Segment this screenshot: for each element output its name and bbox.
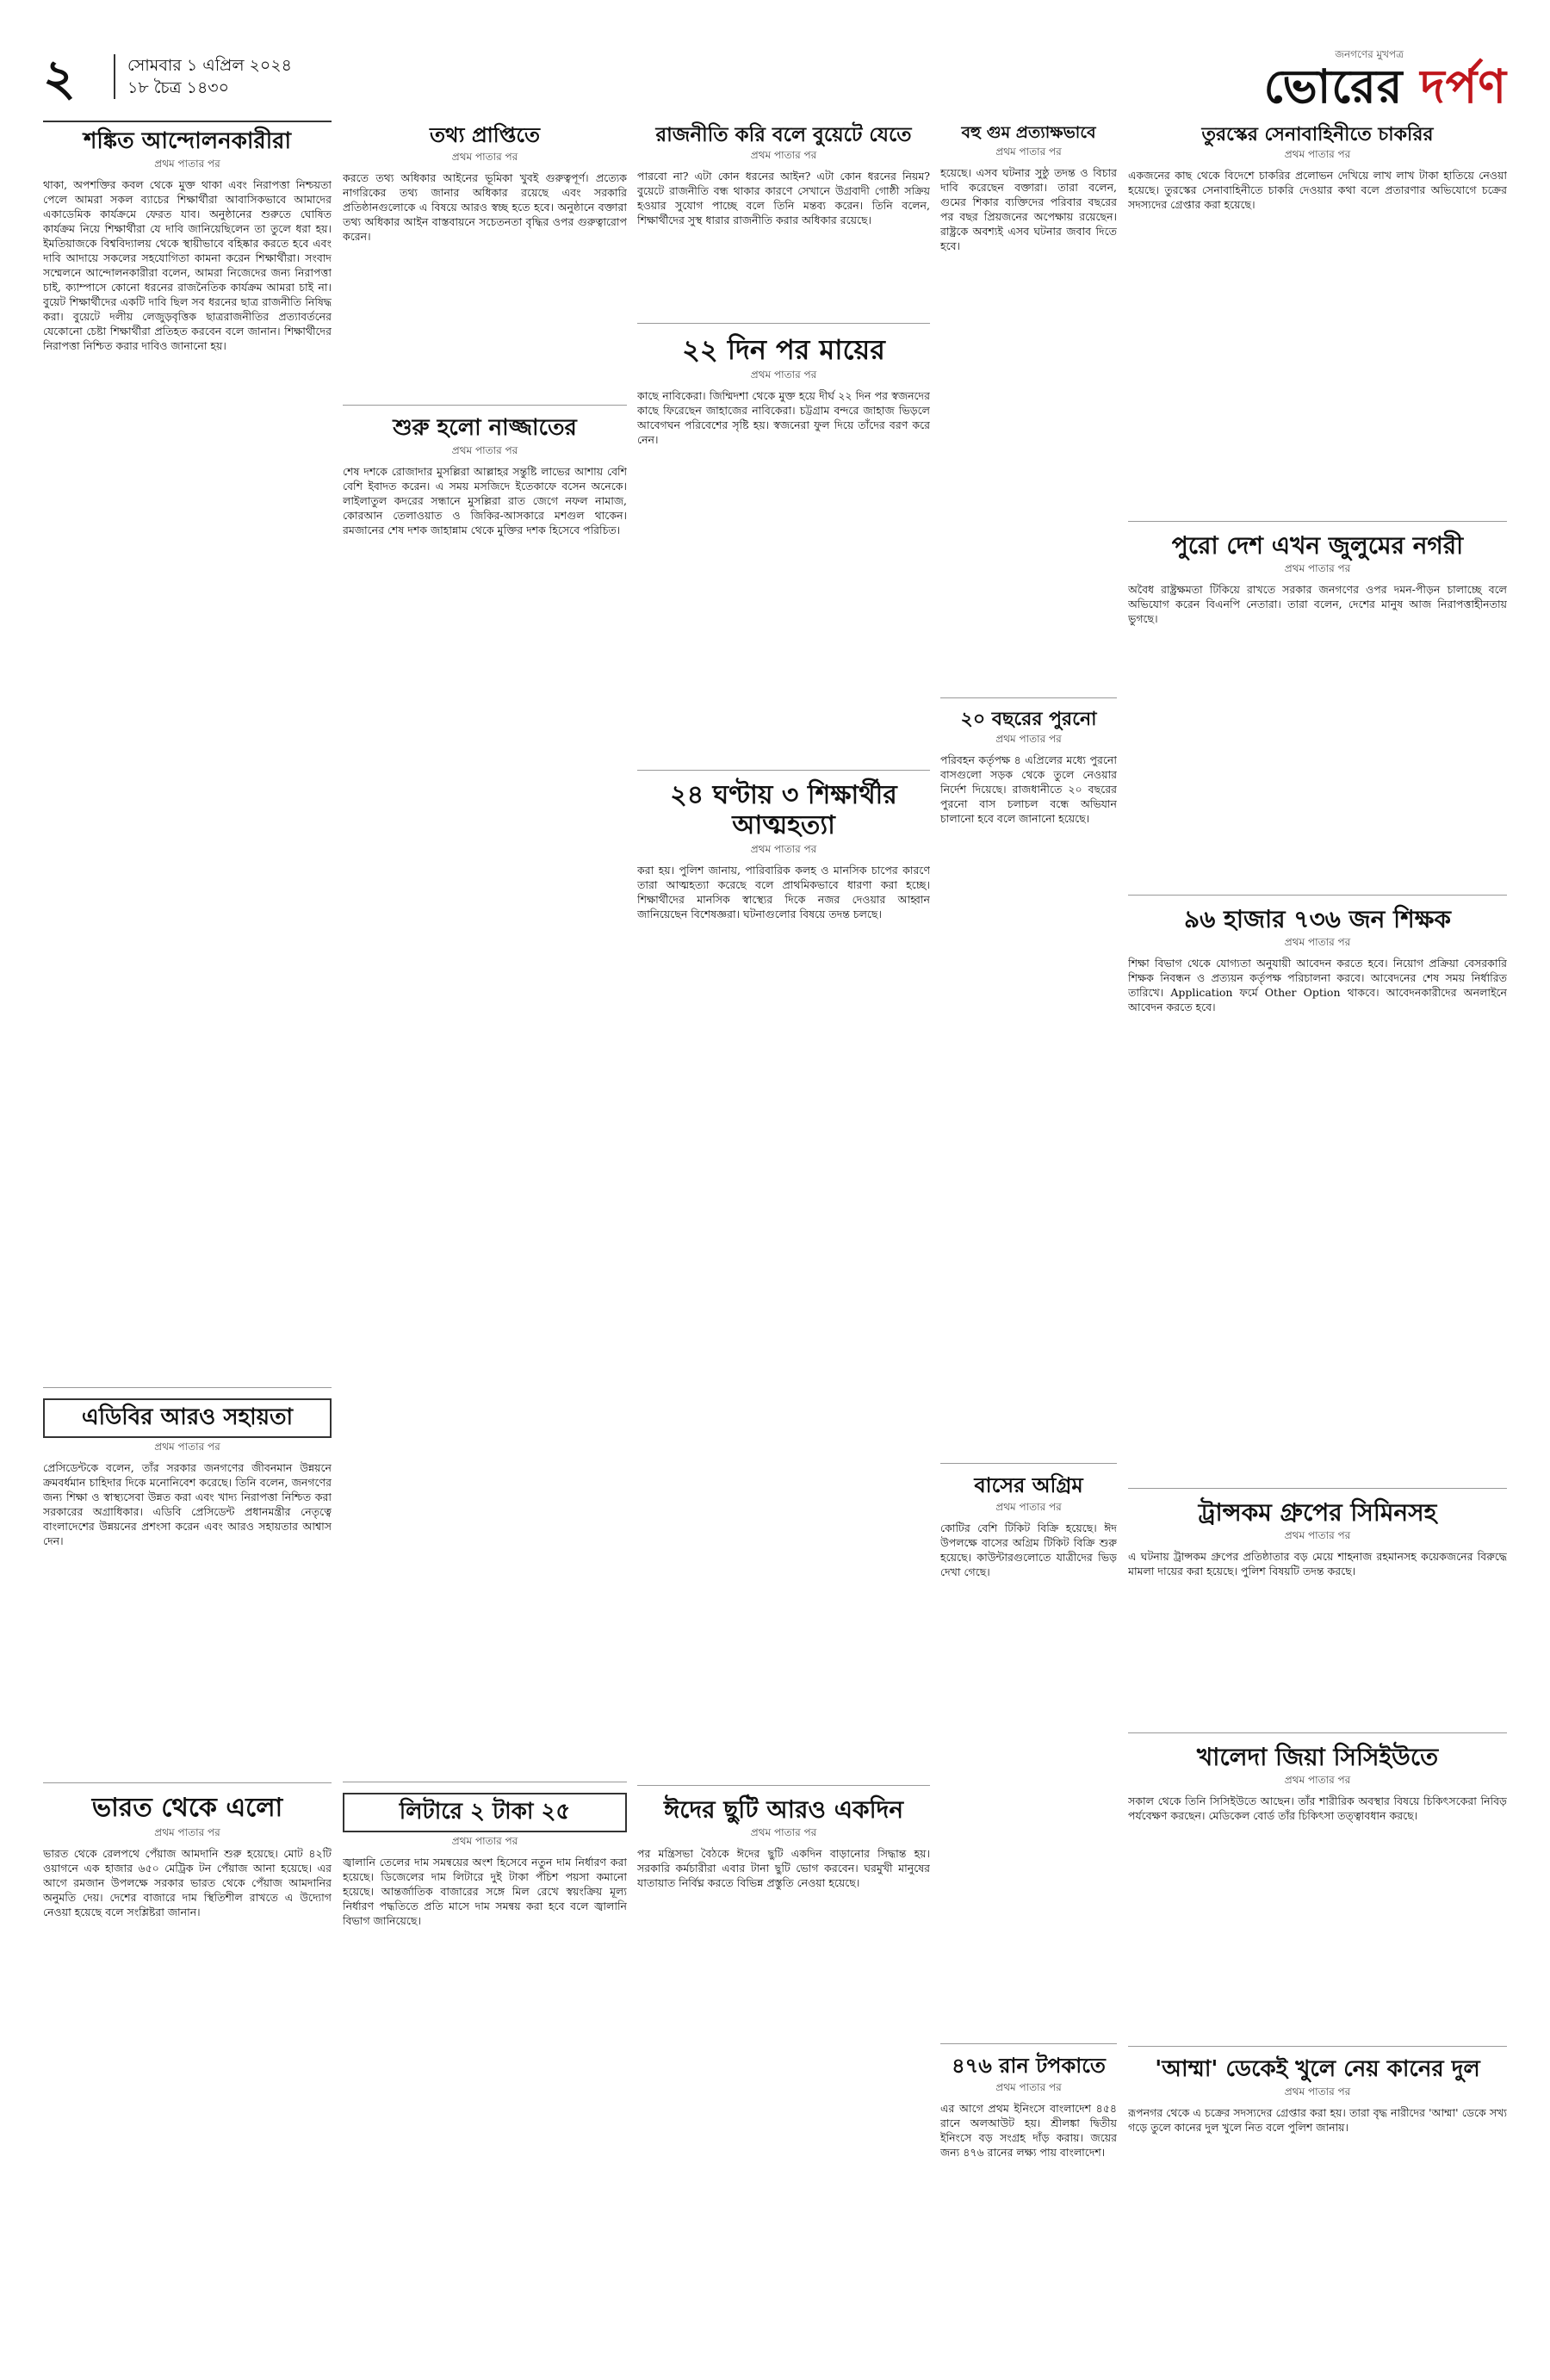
page-number: ২ <box>43 48 76 107</box>
headline: খালেদা জিয়া সিসিইউতে <box>1196 1743 1439 1771</box>
column-5 <box>1128 121 1507 2359</box>
continued-label: প্রথম পাতার পর <box>1284 936 1351 949</box>
story-gum <box>940 121 1117 698</box>
continued-label: প্রথম পাতার পর <box>995 2080 1062 2093</box>
story-baser-ogrim <box>940 1471 1117 2044</box>
continued-label: প্রথম পাতার পর <box>451 150 518 163</box>
article-body: জ্বালানি তেলের দাম সমন্বয়ের অংশ হিসেবে নতুন দাম নির্ধারণ করা হয়েছে। ডিজেলের দাম লিটারে দুই টাকা পঁচিশ পয়সা কমানো হয়েছে। আন্তর্জাতিক বাজারের সঙ্গে মিল রেখে স্বয়ংক্রিয় মূল্য নির্ধারণ পদ্ধতিতে প্রতি মাসে দাম সমন্বয় করা হবে বলে জ্বালানি বিভাগ জানিয়েছে। <box>343 1855 627 1927</box>
newspaper-logo <box>1264 51 1507 128</box>
continued-label: প্রথম পাতার পর <box>995 733 1062 746</box>
article-body: অবৈধ রাষ্ট্রক্ষমতা টিকিয়ে রাখতে সরকার জনগণের ওপর দমন-পীড়ন চালাচ্ছে বলে অভিযোগ করেন বিএনপি নেতারা। তারা বলেন, দেশের মানুষ আজ নিরাপত্তাহীনতায় ভুগছে। <box>1128 583 1507 626</box>
headline: শুরু হলো নাজ্জাতের <box>393 415 577 441</box>
continued-label: প্রথম পাতার পর <box>750 1826 817 1839</box>
continued-label: প্রথম পাতার পর <box>451 1834 518 1847</box>
masthead <box>43 47 1507 114</box>
headline: 'আম্মা' ডেকেই খুলে নেয় কানের দুল <box>1155 2056 1480 2082</box>
article-body: এ ঘটনায় ট্রান্সকম গ্রুপের প্রতিষ্ঠাতার বড় মেয়ে শাহনাজ রহমানসহ কয়েকজনের বিরুদ্ধে মামলা দায়ের করা হয়েছে। পুলিশ বিষয়টি তদন্ত করছে। <box>1128 1550 1507 1578</box>
article-body: কাছে নাবিকেরা। জিম্মিদশা থেকে মুক্ত হয়ে দীর্ঘ ২২ দিন পর স্বজনদের কাছে ফিরেছেন জাহাজের নাবিকেরা। চট্টগ্রাম বন্দরে জাহাজ ভিড়লে আবেগঘন পরিবেশের সৃষ্টি হয়। স্বজনেরা ফুল দিয়ে তাঁদের বরণ করে নেন। <box>637 388 930 446</box>
continued-label: প্রথম পাতার পর <box>750 368 817 381</box>
story-476-run <box>940 2051 1117 2344</box>
continued-label: প্রথম পাতার পর <box>1284 2085 1351 2098</box>
article-body: শেষ দশকে রোজাদার মুসল্লিরা আল্লাহর সন্তুষ্টি লাভের আশায় বেশি বেশি ইবাদত করেন। এ সময় মসজিদে ইতেকাফে বসেন অনেকে। লাইলাতুল কদরের সন্ধানে মুসল্লিরা রাত জেগে নফল নামাজ, কোরআন তেলাওয়াত ও জিকির-আসকারে মশগুল থাকেন। রমজানের শেষ দশক জাহান্নাম থেকে মুক্তির দশক হিসেবে পরিচিত। <box>343 464 627 536</box>
story-turkey <box>1128 121 1507 522</box>
date-block <box>114 54 292 99</box>
logo-part-1: ভোরের <box>1263 59 1404 114</box>
column-4 <box>940 121 1117 2359</box>
story-julum <box>1128 529 1507 896</box>
continued-label: প্রথম পাতার পর <box>750 149 817 162</box>
story-eid-chuti <box>637 1793 930 2344</box>
story-transcom <box>1128 1496 1507 1733</box>
story-rajniti <box>637 121 930 324</box>
continued-label: প্রথম পাতার পর <box>750 843 817 855</box>
headline: বাসের অগ্রিম <box>974 1473 1083 1497</box>
continued-label: প্রথম পাতার পর <box>1284 148 1351 161</box>
headline: ২৪ ঘণ্টায় ৩ শিক্ষার্থীর আত্মহত্যা <box>670 780 897 840</box>
column-3 <box>637 121 930 2359</box>
story-najjat <box>343 412 627 1782</box>
continued-label: প্রথম পাতার পর <box>154 1440 220 1453</box>
article-body: করা হয়। পুলিশ জানায়, পারিবারিক কলহ ও মানসিক চাপের কারণে তারা আত্মহত্যা করেছে বলে প্রাথমিকভাবে ধারণা করা হচ্ছে। শিক্ষার্থীদের মানসিক স্বাস্থ্যের দিকে নজর দেওয়ার আহ্বান জানিয়েছেন বিশেষজ্ঞরা। ঘটনাগুলোর বিষয়ে তদন্ত চলছে। <box>637 864 930 920</box>
headline: তুরস্কের সেনাবাহিনীতে চাকরির <box>1201 124 1434 146</box>
continued-label: প্রথম পাতার পর <box>995 145 1062 158</box>
article-body: থাকা, অপশক্তির কবল থেকে মুক্ত থাকা এবং নিরাপত্তা নিশ্চয়তা পেলে আমরা সকল ব্যাচের শিক্ষার্থীরা আবাসিকভাবে আমাদের একাডেমিক কার্যক্রমে ফেরত যাব। অনুষ্ঠানের শুরুতে ঘোষিত কার্যক্রম নিয়ে শিক্ষার্থীরা যে দাবি জানিয়েছিলেন তা তুলে ধরা হয়। ইমতিয়াজকে বিশ্ববিদ্যালয় থেকে স্থায়ীভাবে বহিষ্কার করতে হবে এবং দাবি আদায়ে সকলের সহযোগিতা কামনা করেন শিক্ষার্থীরা। সংবাদ সম্মেলনে আন্দোলনকারীরা বলেন, আমরা নিজেদের জন্য নিরাপত্তা চাই, ক্যাম্পাসে কোনো ধরনের রাজনৈতিক কার্যক্রম আমরা চাই না। বুয়েট শিক্ষার্থীদের একটি দাবি ছিল সব ধরনের ছাত্র রাজনীতি নিষিদ্ধ করা। বুয়েটে দলীয় লেজুড়বৃত্তিক ছাত্ররাজনীতির প্রত্যাবর্তনের যেকোনো চেষ্টা শিক্ষার্থীরা প্রতিহত করবেন বলে জানান। শিক্ষার্থীদের নিরাপত্তা নিশ্চিত করার দাবিও জানানো হয়। <box>43 177 332 352</box>
story-22-din <box>637 331 930 771</box>
continued-label: প্রথম পাতার পর <box>1284 1774 1351 1787</box>
continued-label: প্রথম পাতার পর <box>451 443 518 456</box>
story-liter <box>343 1789 627 2340</box>
headline: রাজনীতি করি বলে বুয়েটে যেতে <box>655 124 912 146</box>
story-amma <box>1128 2054 1507 2346</box>
column-1 <box>43 121 332 2359</box>
headline: ট্রান্সকম গ্রুপের সিমিনসহ <box>1198 1498 1437 1527</box>
headline: ঈদের ছুটি আরও একদিন <box>663 1795 904 1824</box>
story-adb <box>43 1395 332 1783</box>
date-gregorian: সোমবার ১ এপ্রিল ২০২৪ <box>127 56 292 75</box>
story-shonkito <box>43 121 332 1388</box>
headline: লিটারে ২ টাকা ২৫ <box>343 1793 627 1832</box>
article-body: করতে তথ্য অধিকার আইনের ভূমিকা খুবই গুরুত্বপূর্ণ। প্রত্যেক নাগরিকের তথ্য জানার অধিকার রয়েছে এবং সরকারি প্রতিষ্ঠানগুলোকে এ বিষয়ে আরও স্বচ্ছ হতে হবে। অনুষ্ঠানে বক্তারা তথ্য অধিকার আইন বাস্তবায়নে সচেতনতা বৃদ্ধির ওপর গুরুত্বারোপ করেন। <box>343 170 627 243</box>
continued-label: প্রথম পাতার পর <box>154 157 220 170</box>
article-body: হয়েছে। এসব ঘটনার সুষ্ঠু তদন্ত ও বিচার দাবি করেছেন বক্তারা। তারা বলেন, গুমের শিকার ব্যক্তিদের পরিবার বছরের পর বছর প্রিয়জনের অপেক্ষায় রয়েছেন। রাষ্ট্রকে অবশ্যই এসব ঘটনার জবাব দিতে হবে। <box>940 165 1117 252</box>
story-20-bochor <box>940 705 1117 1464</box>
headline: বহু গুম প্রত্যাক্ষভাবে <box>961 123 1096 142</box>
article-body: সকাল থেকে তিনি সিসিইউতে আছেন। তাঁর শারীরিক অবস্থার বিষয়ে চিকিৎসকেরা নিবিড় পর্যবেক্ষণ করছেন। মেডিকেল বোর্ড তাঁর চিকিৎসা তত্ত্বাবধান করছে। <box>1128 1794 1507 1823</box>
continued-label: প্রথম পাতার পর <box>154 1825 220 1838</box>
article-body: একজনের কাছ থেকে বিদেশে চাকরির প্রলোভন দেখিয়ে লাখ লাখ টাকা হাতিয়ে নেওয়া হয়েছে। তুরস্কের সেনাবাহিনীতে চাকরি দেওয়ার কথা বলে প্রতারণার অভিযোগে চক্রের সদস্যদের গ্রেপ্তার করা হয়েছে। <box>1128 169 1507 212</box>
logo-part-2: দর্পণ <box>1420 59 1507 114</box>
headline: তথ্য প্রাপ্তিতে <box>430 123 540 147</box>
story-bharat <box>43 1790 332 2350</box>
date-bangla: ১৮ চৈত্র ১৪৩০ <box>127 78 229 97</box>
headline: এডিবির আরও সহায়তা <box>43 1398 332 1438</box>
column-2 <box>343 121 627 2359</box>
article-body: এর আগে প্রথম ইনিংসে বাংলাদেশ ৪৫৪ রানে অলআউট হয়। শ্রীলঙ্কা দ্বিতীয় ইনিংসে বড় সংগ্রহ দাঁড় করায়। জয়ের জন্য ৪৭৬ রানের লক্ষ্য পায় বাংলাদেশ। <box>940 2101 1117 2159</box>
tagline: জনগণের মুখপত্র <box>1335 48 1404 60</box>
article-body: রূপনগর থেকে এ চক্রের সদস্যদের গ্রেপ্তার করা হয়। তারা বৃদ্ধ নারীদের 'আম্মা' ডেকে সখ্য গড়ে তুলে কানের দুল খুলে নিত বলে পুলিশ জানায়। <box>1128 2105 1507 2134</box>
continued-label: প্রথম পাতার পর <box>995 1500 1062 1513</box>
headline: ভারত থেকে এলো <box>91 1793 283 1823</box>
story-khaleda <box>1128 1740 1507 2047</box>
headline: শঙ্কিত আন্দোলনকারীরা <box>83 128 292 154</box>
headline: ৪৭৬ রান টপকাতে <box>952 2054 1106 2078</box>
article-body: ভারত থেকে রেলপথে পেঁয়াজ আমদানি শুরু হয়েছে। মোট ৪২টি ওয়াগনে এক হাজার ৬৫০ মেট্রিক টন পেঁয়াজ আনা হয়েছে। এর আগে রমজান উপলক্ষে সরকার ভারত থেকে পেঁয়াজ আমদানির অনুমতি দেয়। দেশের বাজারে দাম স্থিতিশীল রাখতে এ উদ্যোগ নেওয়া হয়েছে বলে সংশ্লিষ্টরা জানান। <box>43 1846 332 1918</box>
story-24-ghonta <box>637 778 930 1786</box>
story-tothyo <box>343 121 627 406</box>
headline: ৯৬ হাজার ৭৩৬ জন শিক্ষক <box>1184 905 1451 933</box>
headline: ২০ বছরের পুরনো <box>960 709 1097 730</box>
article-body: পরিবহন কর্তৃপক্ষ ৪ এপ্রিলের মধ্যে পুরনো বাসগুলো সড়ক থেকে তুলে নেওয়ার নির্দেশ দিয়েছে। রাজধানীতে ২০ বছরের পুরনো বাস চলাচল বন্ধে অভিযান চালানো হবে বলে জানানো হয়েছে। <box>940 753 1117 826</box>
story-shikkhok <box>1128 902 1507 1489</box>
article-body: পারবো না? এটা কোন ধরনের আইন? এটা কোন ধরনের নিয়ম? বুয়েটে রাজনীতি বন্ধ থাকার কারণে সেখানে উগ্রবাদী গোষ্ঠী সক্রিয় হওয়ার সুযোগ পাচ্ছে বলে তিনি মন্তব্য করেন। তিনি বলেন, শিক্ষার্থীদের সুস্থ ধারার রাজনীতি করার অধিকার রয়েছে। <box>637 170 930 227</box>
continued-label: প্রথম পাতার পর <box>1284 562 1351 575</box>
article-body: কোটির বেশি টিকিট বিক্রি হয়েছে। ঈদ উপলক্ষে বাসের অগ্রিম টিকিট বিক্রি শুরু হয়েছে। কাউন্টারগুলোতে যাত্রীদের ভিড় দেখা গেছে। <box>940 1521 1117 1578</box>
continued-label: প্রথম পাতার পর <box>1284 1529 1351 1542</box>
headline: পুরো দেশ এখন জুলুমের নগরী <box>1171 531 1464 560</box>
article-body: প্রেসিডেন্টকে বলেন, তাঁর সরকার জনগণের জীবনমান উন্নয়নে ক্রমবর্ধমান চাহিদার দিকে মনোনিবেশ করেছে। তিনি বলেন, জনগণের জন্য শিক্ষা ও স্বাস্থ্যসেবা উন্নত করা এবং খাদ্য নিরাপত্তা নিশ্চিত করা সরকারের অগ্রাধিকার। এডিবি প্রেসিডেন্ট প্রধানমন্ত্রীর নেতৃত্বে বাংলাদেশের উন্নয়নের প্রশংসা করেন এবং আরও সহায়তার আশ্বাস দেন। <box>43 1460 332 1547</box>
article-body: পর মন্ত্রিসভা বৈঠকে ঈদের ছুটি একদিন বাড়ানোর সিদ্ধান্ত হয়। সরকারি কর্মচারীরা এবার টানা ছুটি ভোগ করবেন। ঘরমুখী মানুষের যাতায়াত নির্বিঘ্ন করতে বিভিন্ন প্রস্তুতি নেওয়া হয়েছে। <box>637 1847 930 1890</box>
headline: ২২ দিন পর মায়ের <box>682 333 885 366</box>
article-body: শিক্ষা বিভাগ থেকে যোগ্যতা অনুযায়ী আবেদন করতে হবে। নিয়োগ প্রক্রিয়া বেসরকারি শিক্ষক নিবন্ধন ও প্রত্যয়ন কর্তৃপক্ষ পরিচালনা করবে। আবেদনের শেষ সময় নির্ধারিত তারিখে। Application ফর্মে Other Option থাকবে। আবেদনকারীদের অনলাইনে আবেদন করতে হবে। <box>1128 957 1507 1014</box>
